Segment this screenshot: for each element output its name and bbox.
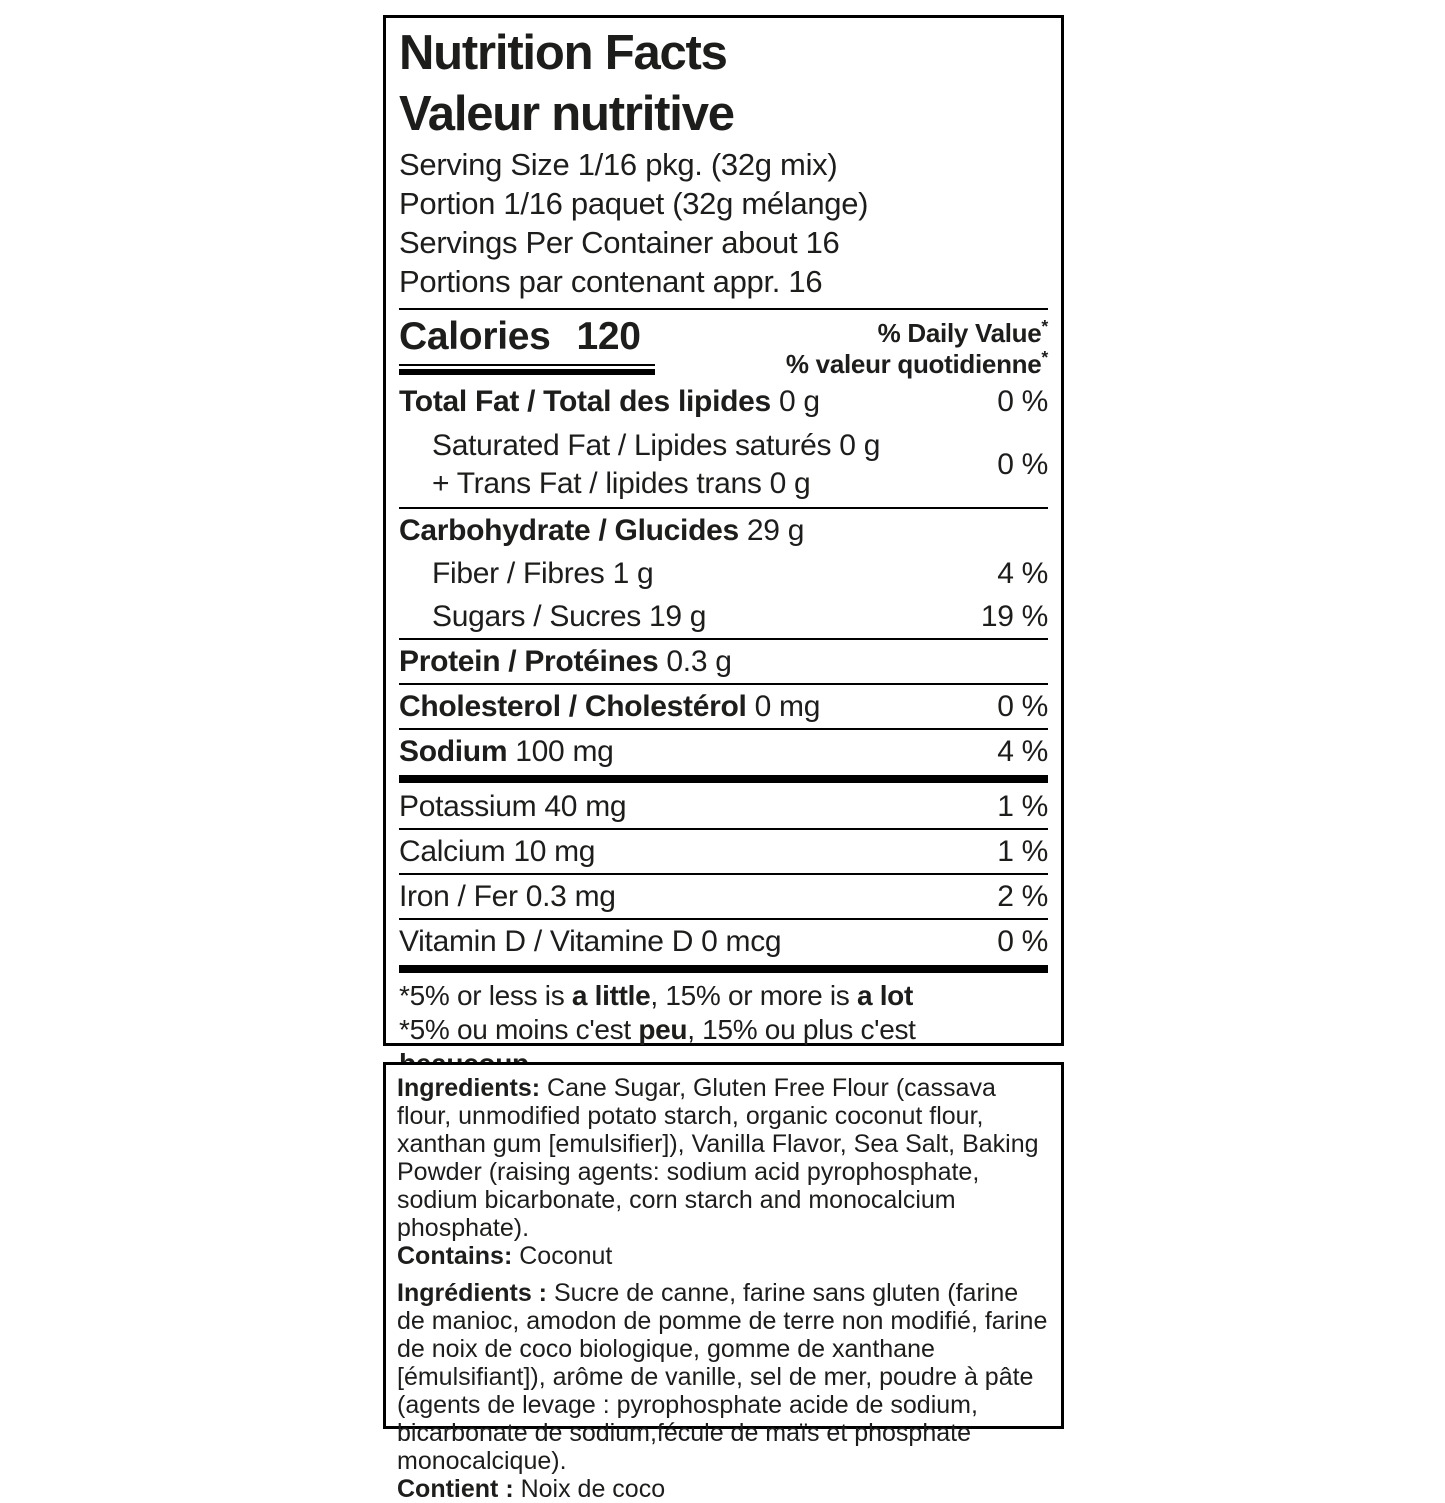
daily-value-header-fr: % valeur quotidienne* [785, 347, 1048, 379]
servings-per-container-fr: Portions par contenant appr. 16 [399, 264, 823, 299]
daily-value-header-en: % Daily Value* [877, 316, 1048, 348]
nutrient-row-cholesterol: Cholesterol / Cholestérol 0 mg 0 % [399, 690, 1048, 723]
nft-title-fr: Valeur nutritive [399, 87, 734, 141]
nutrient-row-protein: Protein / Protéines 0.3 g [399, 645, 732, 678]
thick-divider [399, 965, 1048, 973]
dv-value: 4 % [997, 557, 1048, 590]
calories-line [399, 315, 655, 359]
calories-value: 120 [576, 315, 641, 358]
nutrient-row-total-fat: Total Fat / Total des lipides 0 g 0 % [399, 385, 1048, 418]
serving-info [399, 145, 1048, 301]
ingredients-en: Ingredients: Cane Sugar, Gluten Free Flour (cassava flour, unmodified potato starch, organic coconut flour, xanthan gum [emulsifier]), Vanilla Flavor, Sea Salt, Baking Powder (raising agents: sodium acid pyrophosphate, sodium bicarbonate, corn starch and monocalcium phosphate). [397, 1074, 1039, 1242]
dv-value: 0 % [997, 385, 1048, 418]
nutrient-row-fiber: Fiber / Fibres 1 g 4 % [432, 557, 1048, 590]
thick-divider [399, 775, 1048, 783]
asterisk: * [1041, 347, 1048, 367]
footnote-fr: *5% ou moins c'est peu, 15% ou plus c'est [399, 1014, 916, 1045]
divider-serving [399, 308, 1048, 310]
nutrient-row-sodium: Sodium 100 mg 4 % [399, 735, 1048, 768]
footnote-en: *5% or less is a little, 15% or more is a lot [399, 980, 914, 1011]
contains-fr-label: Contient : [397, 1475, 514, 1503]
calories-underline [399, 364, 655, 375]
ingredients-fr: Ingrédients : Sucre de canne, farine sans gluten (farine de manioc, amodon de pomme de terre non modifié, farine de noix de coco biologique, gomme de xanthane [émulsifiant]), arôme de vanille, sel de mer, poudre à pâte (agents de levage : pyrophosphate acide de sodium, bicarbonate de sodium,fécule de maïs et phosphate monocalcique). [397, 1279, 1048, 1475]
nutrient-row-saturated-trans-fat: Saturated Fat / Lipides saturés 0 g + Trans Fat / lipides trans 0 g 0 % [432, 429, 1048, 500]
nutrient-row-iron: Iron / Fer 0.3 mg 2 % [399, 880, 1048, 913]
nutrient-row-carbohydrate: Carbohydrate / Glucides 29 g [399, 514, 805, 547]
nutrient-row-calcium: Calcium 10 mg 1 % [399, 835, 1048, 868]
dv-value: 0 % [997, 448, 1048, 481]
serving-size-en: Serving Size 1/16 pkg. (32g mix) [399, 147, 838, 182]
ingredients-panel [383, 1062, 1064, 1503]
dv-value: 0 % [997, 690, 1048, 723]
calories-label: Calories [399, 315, 551, 358]
calories-band [399, 315, 1048, 380]
nutrient-row-potassium: Potassium 40 mg 1 % [399, 790, 1048, 823]
nft-title-en: Nutrition Facts [399, 26, 727, 80]
servings-per-container-en: Servings Per Container about 16 [399, 225, 840, 260]
dv-value: 19 % [980, 600, 1048, 633]
dv-value: 1 % [997, 835, 1048, 868]
calories-block [399, 315, 655, 380]
contains-fr: Contient : Noix de coco [397, 1475, 666, 1503]
dv-value: 1 % [997, 790, 1048, 823]
asterisk: * [1041, 316, 1048, 336]
serving-size-fr: Portion 1/16 paquet (32g mélange) [399, 186, 869, 221]
contains-en-label: Contains: [397, 1242, 513, 1270]
daily-value-header [786, 315, 1048, 380]
dv-value: 0 % [997, 925, 1048, 958]
ingredients-en-label: Ingredients: [397, 1074, 541, 1102]
dv-value: 4 % [997, 735, 1048, 768]
nutrition-facts-panel [383, 15, 1064, 1046]
dv-value: 2 % [997, 880, 1048, 913]
nutrient-row-sugars: Sugars / Sucres 19 g 19 % [432, 600, 1048, 633]
nutrient-row-vitamin-d: Vitamin D / Vitamine D 0 mcg 0 % [399, 925, 1048, 958]
ingredients-fr-label: Ingrédients : [397, 1279, 548, 1307]
contains-en: Contains: Coconut [397, 1242, 613, 1270]
